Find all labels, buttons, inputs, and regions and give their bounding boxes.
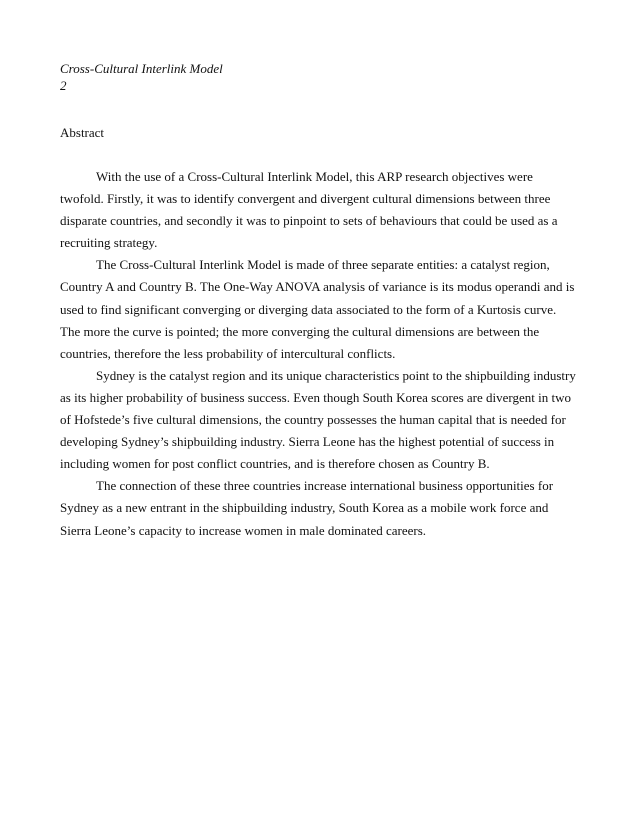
- page-number: 2: [60, 78, 67, 93]
- abstract-heading: Abstract: [60, 125, 105, 140]
- running-head-title: Cross-Cultural Interlink Model: [60, 61, 223, 76]
- running-head: [60, 60, 223, 94]
- abstract-paragraph-4: The connection of these three countries increase international business opportunities for Sydney as a new entrant in the shipbuilding industry, South Korea as a mobile work force and Sierra Leone’s capacity to increase women in male dominated careers.: [60, 478, 554, 538]
- abstract-body: [60, 166, 576, 542]
- abstract-paragraph-2: The Cross-Cultural Interlink Model is made of three separate entities: a catalyst region, Country A and Country B. The One-Way ANOVA analysis of variance is its modus operandi and is used to find significant converging or diverging data associated to the form of a Kurtosis curve. The more the curve is pointed; the more converging the cultural dimensions are between the countries, therefore the less probability of intercultural conflicts.: [60, 257, 575, 361]
- abstract-paragraph-1: With the use of a Cross-Cultural Interlink Model, this ARP research objectives were twofold. Firstly, it was to identify convergent and divergent cultural dimensions between three disparate countries, and secondly it was to pinpoint to sets of behaviours that could be used as a recruiting strategy.: [60, 169, 558, 251]
- abstract-paragraph-3: Sydney is the catalyst region and its unique characteristics point to the shipbuilding industry as its higher probability of business success. Even though South Korea scores are divergent in two of Hofstede’s five cultural dimensions, the country possesses the human capital that is needed for developing Sydney’s shipbuilding industry. Sierra Leone has the highest potential of success in including women for post conflict countries, and is therefore chosen as Country B.: [60, 367, 576, 472]
